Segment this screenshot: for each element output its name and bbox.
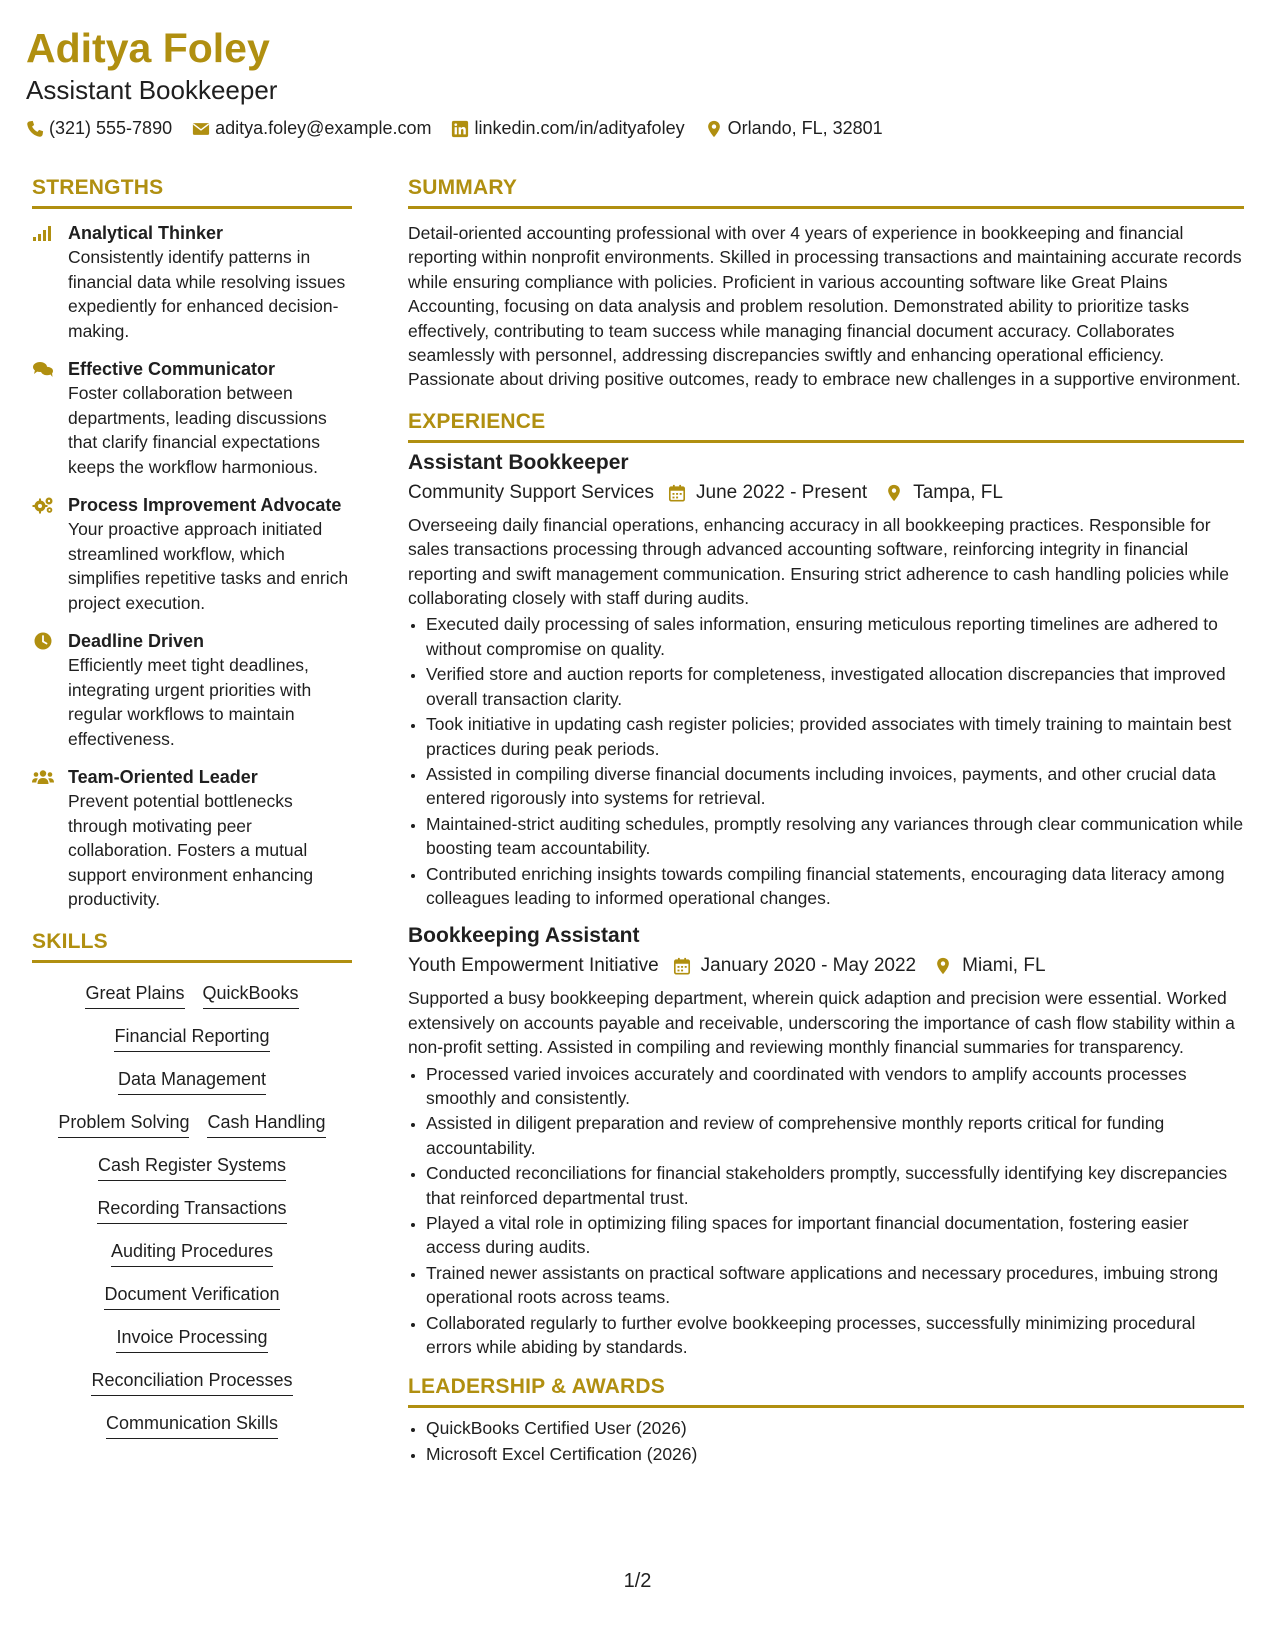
skill-tag: Invoice Processing	[116, 1325, 267, 1353]
calendar-icon	[666, 483, 688, 503]
job-bullet: • Verified store and auction reports for completeness, investigated allocation discrepancies that improved overall transaction clarity.	[426, 662, 1244, 711]
candidate-name: Aditya Foley	[26, 25, 270, 71]
contact-phone[interactable]	[26, 118, 172, 139]
email-icon	[192, 120, 210, 138]
strength-title: Deadline Driven	[68, 631, 205, 651]
strength-item	[32, 493, 352, 615]
job-bullet: • Maintained-strict auditing schedules, promptly resolving any variances through clear communication while boosting team accountability.	[426, 812, 1244, 861]
job-bullets	[408, 612, 1244, 910]
job-company: Youth Empowerment Initiative	[408, 955, 659, 977]
skill-tag: Communication Skills	[106, 1411, 278, 1439]
job-bullet: • Executed daily processing of sales information, ensuring meticulous reporting timelines are adhered to without compromise on quality.	[426, 612, 1244, 661]
job-bullet: • Trained newer assistants on practical software applications and necessary procedures, imbuing strong operational roots across teams.	[426, 1261, 1244, 1310]
job-bullets	[408, 1062, 1244, 1360]
job-bullet: • Took initiative in updating cash register policies; provided associates with timely training to maintain best practices during peak periods.	[426, 712, 1244, 761]
job-bullet: • Contributed enriching insights towards compiling financial statements, encouraging data literacy among colleagues leading to informed operational changes.	[426, 862, 1244, 911]
job-bullet: • Assisted in diligent preparation and review of comprehensive monthly reports critical for funding accountability.	[426, 1111, 1244, 1160]
job-location: Tampa, FL	[913, 481, 1003, 503]
job-description: Supported a busy bookkeeping department, wherein quick adaption and precision were essential. Worked extensively on accounts payable and receivable, underscoring the importance of cash flow stability within a non-profit setting. Assisted in compiling and reviewing monthly financial summaries for transparency.	[408, 988, 1235, 1058]
email-text: aditya.foley@example.com	[215, 118, 432, 138]
strength-desc: Consistently identify patterns in financial data while resolving issues expediently for enhanced decision-making.	[68, 247, 346, 341]
right-column	[408, 176, 1244, 1478]
job-dates: June 2022 - Present	[696, 481, 868, 503]
awards-list	[408, 1416, 1244, 1466]
job-description: Overseeing daily financial operations, enhancing accuracy in all bookkeeping practices. Responsible for sales transactions processing through advanced accounting software, reinforcing integrity in financial reporting and swift management communication. Ensuring strict adherence to cash handling policies while collaborating closely with staff during audits.	[408, 514, 1229, 609]
linkedin-text: linkedin.com/in/adityafoley	[474, 118, 685, 138]
location-pin-icon	[932, 956, 954, 976]
skill-tag: Document Verification	[104, 1282, 279, 1310]
contact-email[interactable]	[192, 118, 431, 139]
calendar-icon	[671, 956, 693, 976]
skills-heading: SKILLS	[32, 930, 352, 963]
skill-tag: Auditing Procedures	[111, 1239, 273, 1267]
job-bullet: • Conducted reconciliations for financial stakeholders promptly, successfully identifying key discrepancies that reinforced departmental trust.	[426, 1161, 1244, 1210]
skill-tag: Great Plains	[85, 981, 184, 1009]
award-item: • Microsoft Excel Certification (2026)	[426, 1442, 1244, 1466]
candidate-title: Assistant Bookkeeper	[26, 75, 278, 105]
job-dates: January 2020 - May 2022	[700, 955, 917, 977]
job-meta	[408, 952, 1244, 980]
strength-item	[32, 357, 352, 479]
strength-item	[32, 629, 352, 751]
summary-heading: SUMMARY	[408, 176, 1244, 209]
resume-header	[26, 22, 1246, 139]
skill-tag: Problem Solving	[58, 1110, 189, 1138]
strength-item	[32, 765, 352, 912]
strength-title: Team-Oriented Leader	[68, 767, 258, 787]
strength-desc: Foster collaboration between departments, leading discussions that clarify financial expectations keeps the workflow harmonious.	[68, 383, 327, 477]
users-icon	[32, 765, 54, 912]
job-meta	[408, 479, 1244, 507]
awards-heading: LEADERSHIP & AWARDS	[408, 1375, 1244, 1408]
chat-bubbles-icon	[32, 357, 54, 479]
location-pin-icon	[883, 483, 905, 503]
job-bullet: • Collaborated regularly to further evolve bookkeeping processes, successfully minimizing procedural errors while abiding by standards.	[426, 1311, 1244, 1360]
skill-tag: Cash Register Systems	[98, 1153, 286, 1181]
strength-title: Analytical Thinker	[68, 223, 224, 243]
skill-tag: Financial Reporting	[114, 1024, 269, 1052]
location-pin-icon	[705, 120, 723, 138]
strength-title: Effective Communicator	[68, 359, 276, 379]
contact-linkedin[interactable]	[451, 118, 684, 139]
job-bullet: • Processed varied invoices accurately and coordinated with vendors to amplify accounts processes smoothly and consistently.	[426, 1062, 1244, 1111]
skill-tag: Data Management	[118, 1067, 266, 1095]
skills-list	[32, 981, 352, 1439]
skill-tag: Cash Handling	[207, 1110, 325, 1138]
skill-tag: Recording Transactions	[97, 1196, 286, 1224]
strength-item	[32, 221, 352, 343]
job-location: Miami, FL	[962, 955, 1046, 977]
job-entry	[408, 922, 1244, 1359]
signal-bars-icon	[32, 221, 54, 343]
job-bullet: • Assisted in compiling diverse financial documents including invoices, payments, and other crucial data entered rigorously into systems for retrieval.	[426, 762, 1244, 811]
phone-icon	[26, 120, 44, 138]
strength-desc: Your proactive approach initiated streamlined workflow, which simplifies repetitive tasks and enrich project execution.	[68, 519, 349, 613]
gears-icon	[32, 493, 54, 615]
contact-row	[26, 118, 1246, 139]
strengths-heading: STRENGTHS	[32, 176, 352, 209]
job-title: Assistant Bookkeeper	[408, 450, 629, 474]
job-bullet: • Played a vital role in optimizing filing spaces for important financial documentation, fostering easier access during audits.	[426, 1211, 1244, 1260]
award-item: • QuickBooks Certified User (2026)	[426, 1416, 1244, 1440]
job-company: Community Support Services	[408, 481, 655, 503]
strength-desc: Prevent potential bottlenecks through motivating peer collaboration. Fosters a mutual support environment enhancing productivity.	[68, 791, 314, 909]
linkedin-icon	[451, 120, 469, 138]
phone-text: (321) 555-7890	[49, 118, 173, 138]
strength-title: Process Improvement Advocate	[68, 495, 342, 515]
strength-desc: Efficiently meet tight deadlines, integrating urgent priorities with regular workflows to maintain effectiveness.	[68, 655, 312, 749]
page-number: 1/2	[623, 1570, 652, 1592]
summary-text: Detail-oriented accounting professional with over 4 years of experience in bookkeeping and financial reporting within nonprofit environments. Skilled in processing transactions and maintaining accurate records while ensuring compliance with policies. Proficient in various accounting software like Great Plains Accounting, focusing on data analysis and problem resolution. Demonstrated ability to prioritize tasks effectively, contributing to team success while managing financial document accuracy. Collaborates seamlessly with personnel, addressing discrepancies swiftly and enhancing operational efficiency. Passionate about driving positive outcomes, ready to embrace new challenges in a supportive environment.	[408, 223, 1242, 390]
left-column	[32, 176, 352, 1439]
job-entry	[408, 449, 1244, 911]
skill-tag: Reconciliation Processes	[91, 1368, 292, 1396]
job-title: Bookkeeping Assistant	[408, 924, 640, 948]
contact-location	[705, 118, 883, 139]
location-text: Orlando, FL, 32801	[727, 118, 883, 138]
clock-icon	[32, 629, 54, 751]
experience-heading: EXPERIENCE	[408, 410, 1244, 443]
skill-tag: QuickBooks	[203, 981, 299, 1009]
